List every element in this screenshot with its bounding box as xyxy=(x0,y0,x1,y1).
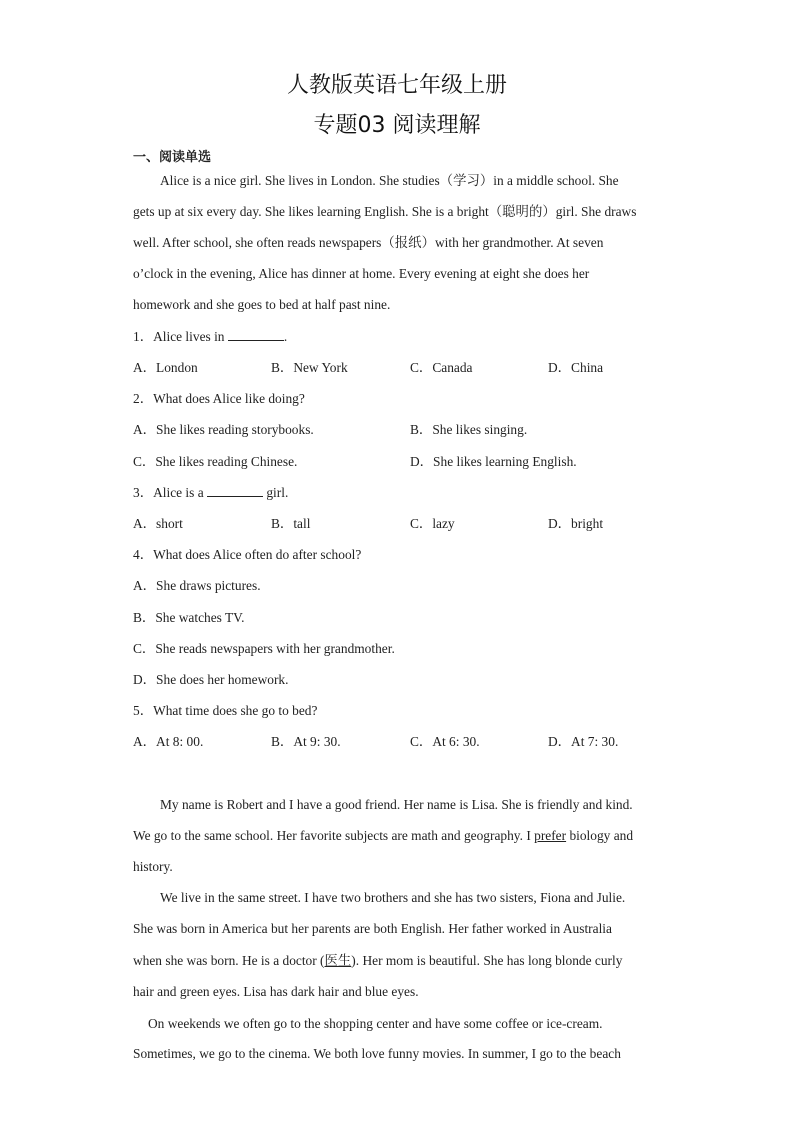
answer-blank xyxy=(228,328,284,341)
question-4-option-c[interactable]: C．She reads newspapers with her grandmother. xyxy=(133,641,395,656)
passage2-line: On weekends we often go to the shopping center and have some coffee or ice-cream. xyxy=(148,1016,603,1031)
passage2-line: history. xyxy=(133,859,173,874)
passage1-line: gets up at six every day. She likes learning English. She is a bright（聪明的）girl. She draws xyxy=(133,204,637,219)
question-4-stem: 4．What does Alice often do after school? xyxy=(133,547,362,562)
section-heading: 一、阅读单选 xyxy=(133,150,212,165)
passage2-line: We live in the same street. I have two brothers and she has two sisters, Fiona and Julie. xyxy=(160,890,626,905)
passage2-line xyxy=(133,952,673,970)
question-4-option-d[interactable]: D．She does her homework. xyxy=(133,672,289,687)
question-1-option-b[interactable]: B．New York xyxy=(271,360,348,375)
question-5-option-b[interactable]: B．At 9: 30. xyxy=(271,734,341,749)
passage2-text: ). Her mom is beautiful. She has long blonde curly xyxy=(351,953,623,968)
question-2-option-c[interactable]: C．She likes reading Chinese. xyxy=(133,454,298,469)
question-4-option-a[interactable]: A．She draws pictures. xyxy=(133,578,261,593)
question-1-option-a[interactable]: A．London xyxy=(133,360,198,375)
document-subtitle: 专题03 阅读理解 xyxy=(313,113,481,138)
passage1-line: well. After school, she often reads newspapers（报纸）with her grandmother. At seven xyxy=(133,235,604,250)
question-3-option-b[interactable]: B．tall xyxy=(271,516,311,531)
question-3-option-d[interactable]: D．bright xyxy=(548,516,604,531)
underlined-word: 医生 xyxy=(324,953,352,968)
question-1-option-d[interactable]: D．China xyxy=(548,360,604,375)
question-stem-text: . xyxy=(283,329,288,344)
question-2-stem: 2．What does Alice like doing? xyxy=(133,391,305,406)
question-3-option-a[interactable]: A．short xyxy=(133,516,183,531)
question-3-option-c[interactable]: C．lazy xyxy=(410,516,455,531)
passage2-text: when she was born. He is a doctor ( xyxy=(133,953,325,968)
question-2-option-b[interactable]: B．She likes singing. xyxy=(410,422,528,437)
passage2-line: She was born in America but her parents are both English. Her father worked in Australia xyxy=(133,921,612,936)
question-2-option-a[interactable]: A．She likes reading storybooks. xyxy=(133,422,314,437)
passage2-line xyxy=(133,827,673,845)
passage2-line: Sometimes, we go to the cinema. We both love funny movies. In summer, I go to the beach xyxy=(133,1046,621,1061)
question-stem-text: girl. xyxy=(263,485,289,500)
passage2-line: hair and green eyes. Lisa has dark hair and blue eyes. xyxy=(133,984,419,999)
question-5-option-d[interactable]: D．At 7: 30. xyxy=(548,734,619,749)
passage1-line: o’clock in the evening, Alice has dinner at home. Every evening at eight she does her xyxy=(133,266,590,281)
question-stem-text: 1．Alice lives in xyxy=(133,329,228,344)
underlined-word: prefer xyxy=(534,828,567,843)
passage1-line: homework and she goes to bed at half past nine. xyxy=(133,297,391,312)
passage1-line: Alice is a nice girl. She lives in London. She studies（学习）in a middle school. She xyxy=(160,173,619,188)
question-stem-text: 3．Alice is a xyxy=(133,485,208,500)
document-title: 人教版英语七年级上册 xyxy=(286,73,507,98)
question-5-stem: 5．What time does she go to bed? xyxy=(133,703,318,718)
question-1-option-c[interactable]: C．Canada xyxy=(410,360,473,375)
question-4-option-b[interactable]: B．She watches TV. xyxy=(133,610,245,625)
passage2-text: biology and xyxy=(566,828,634,843)
question-3-stem xyxy=(133,484,673,502)
passage2-text: We go to the same school. Her favorite subjects are math and geography. I xyxy=(133,828,535,843)
answer-blank xyxy=(207,484,263,497)
passage2-line: My name is Robert and I have a good friend. Her name is Lisa. She is friendly and kind. xyxy=(160,797,633,812)
question-5-option-a[interactable]: A．At 8: 00. xyxy=(133,734,204,749)
question-1-stem xyxy=(133,328,673,346)
question-2-option-d[interactable]: D．She likes learning English. xyxy=(410,454,577,469)
question-5-option-c[interactable]: C．At 6: 30. xyxy=(410,734,480,749)
